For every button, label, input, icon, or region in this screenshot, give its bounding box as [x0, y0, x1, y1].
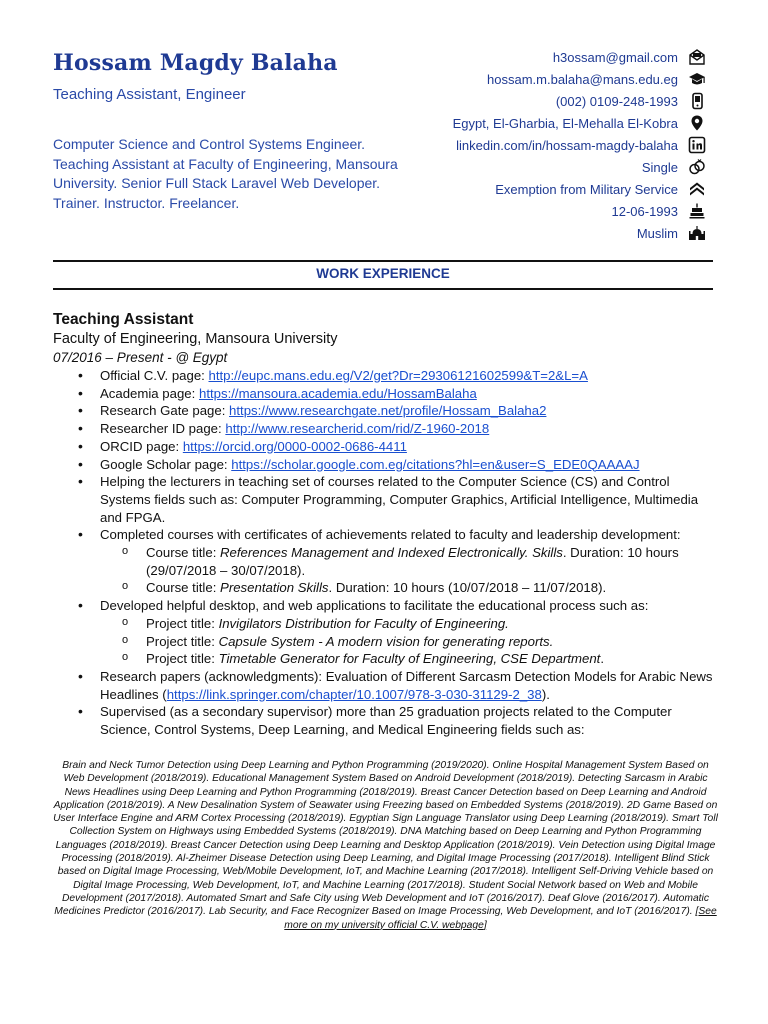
list-item — [53, 456, 718, 474]
contact-military-status-text: Exemption from Military Service — [495, 181, 678, 197]
official-cv-link[interactable]: http://eupc.mans.edu.eg/V2/get?Dr=29306121602599&T=2&L=A — [208, 368, 588, 383]
envelope-icon — [688, 48, 706, 66]
research-papers-item — [53, 668, 718, 703]
course-title: References Management and Indexed Electronically. Skills — [220, 545, 563, 561]
section-divider-top — [53, 260, 713, 262]
graduation-cap-icon — [688, 70, 706, 88]
job-details-list — [53, 367, 718, 739]
list-item — [53, 438, 718, 456]
contact-university-email[interactable] — [376, 68, 706, 90]
supervision-item: • Supervised (as a secondary supervisor) more than 25 graduation projects related to the Computer Science, Control Systems, Deep Learning, and Medical Engineering fields such as: — [53, 703, 718, 738]
project-title: Timetable Generator for Faculty of Engineering, CSE Department — [218, 651, 601, 667]
course-item — [100, 579, 718, 597]
contact-address-text: Egypt, El-Gharbia, El-Mehalla El-Kobra — [452, 115, 678, 131]
contact-email-text: h3ossam@gmail.com — [552, 49, 678, 65]
course-item — [100, 544, 718, 579]
contact-birth-date-text: 12-06-1993 — [611, 203, 678, 219]
courses-sublist — [100, 544, 718, 597]
mosque-icon — [688, 224, 706, 242]
project-end: . — [600, 651, 605, 667]
section-title-work-experience: WORK EXPERIENCE — [316, 266, 450, 281]
contact-phone-text: (002) 0109-248-1993 — [555, 93, 678, 109]
course-title: Presentation Skills — [220, 580, 329, 596]
job-date: 07/2016 – Present - @ Egypt — [53, 350, 228, 365]
graduation-projects-paragraph — [53, 759, 718, 932]
contact-linkedin-text: linkedin.com/in/hossam-magdy-balaha — [456, 137, 678, 153]
contact-linkedin[interactable] — [376, 134, 706, 156]
course-duration: . Duration: 10 hours (10/07/2018 – 11/07/2018). — [328, 580, 607, 596]
courses-item — [53, 526, 718, 597]
applications-intro: Developed helpful desktop, and web applications to facilitate the educational process such as: — [100, 598, 649, 614]
link-label: Research Gate page: — [100, 403, 230, 419]
profile-summary: Computer Science and Control Systems Engineer. Teaching Assistant at Faculty of Engineering, Mansoura University. Senior Full Stack Laravel Web Developer. Trainer. Instructor. Freelancer. — [53, 136, 398, 211]
researchgate-link[interactable]: https://www.researchgate.net/profile/Hossam_Balaha2 — [229, 403, 547, 419]
link-label: ORCID page: — [100, 438, 183, 454]
map-pin-icon — [688, 114, 706, 132]
list-item — [53, 385, 718, 403]
candidate-subtitle: Teaching Assistant, Engineer — [53, 86, 246, 103]
contact-list — [376, 46, 706, 244]
papers-text: Research papers (acknowledgments): Evaluation of Different Sarcasm Detection Models for Arabic News Headlines ( — [100, 668, 713, 702]
project-label: Project title: — [146, 633, 219, 649]
contact-email[interactable] — [376, 46, 706, 68]
rings-icon — [688, 158, 706, 176]
course-label: Course title: — [146, 580, 221, 596]
contact-university-email-text: hossam.m.balaha@mans.edu.eg — [487, 71, 678, 87]
see-more-cv-link[interactable]: [See more on my university official C.V. webpage] — [284, 906, 717, 931]
candidate-name: Hossam Magdy Balaha — [53, 50, 338, 76]
contact-religion-text: Muslim — [636, 225, 678, 241]
project-title: Invigilators Distribution for Faculty of Engineering. — [218, 615, 509, 631]
course-duration: . Duration: 10 hours (29/07/2018 – 30/07/2018). — [146, 545, 679, 578]
job-entry — [53, 310, 718, 739]
applications-item — [53, 597, 718, 668]
chevron-rank-icon — [688, 180, 706, 198]
researcherid-link[interactable]: http://www.researcherid.com/rid/Z-1960-2018 — [225, 421, 490, 437]
section-divider-bottom — [53, 288, 713, 290]
graduation-projects-text: Brain and Neck Tumor Detection using Deep Learning and Python Programming (2019/2020). Online Hospital Management System Based on Web Development (2018/2019). Educational Management System Based on Android Development (2018/2019). Detecting Sarcasm in Arabic News Headlines using Deep Learning and Python Programming (2018/2019). Breast Cancer Detection based on Deep Learning and Android Application (2018/2019). A New Desalination System of Seawater using Freezing based on Embedded Systems (2018/2019). 2D Game Based on User Interface Engine and ARM Cortex Processing (2018/2019). Egyptian Sign Language Translator using Deep Learning (2018/2019). Smart Toll Collection System on Highways using Embedded Systems (2018/2019). DNA Matching based on Deep Learning and Python Programming Languages (2018/2019). Breast Cancer Detection using Deep Learning and Desktop Application (2018/2019). Vein Detection using Digital Image Processing (2018/2019). Al-Zheimer Disease Detection using Deep Learning, and Digital Image Processing (2017/2018). Intelligent Blind Stick based on Digital Image Processing, Web/Mobile Development, IoT, and Machine Learning (2017/2018). Intelligent Self-Driving Vehicle based on Digital Image Processing, Web Development, IoT, and Machine Learning (2017/2018). Student Social Network based on Web and Mobile Development (2017/2018). Automated Smart and Safe City using Web Development and IoT (2016/2017). Deaf Glove (2016/2017). Automatic Medicines Predictor (2016/2017). Lab Security, and Face Recognizer Based on Image Processing, Web Development, and IoT (2016/2017). — [53, 760, 718, 918]
project-item — [100, 615, 718, 633]
job-title: Teaching Assistant — [53, 311, 194, 328]
contact-phone[interactable] — [376, 90, 706, 112]
list-item — [53, 420, 718, 438]
project-title: Capsule System - A modern vision for generating reports. — [218, 633, 554, 649]
project-label: Project title: — [146, 615, 219, 631]
contact-religion — [376, 222, 706, 244]
link-label: Google Scholar page: — [100, 456, 232, 472]
project-item — [100, 650, 718, 668]
contact-address — [376, 112, 706, 134]
orcid-link[interactable]: https://orcid.org/0000-0002-0686-4411 — [182, 438, 407, 454]
google-scholar-link[interactable]: https://scholar.google.com.eg/citations?hl=en&user=S_EDE0QAAAAJ — [231, 456, 640, 472]
job-organization: Faculty of Engineering, Mansoura University — [53, 331, 338, 347]
list-item — [53, 402, 718, 420]
phone-icon — [688, 92, 706, 110]
course-label: Course title: — [146, 545, 221, 561]
link-label: Researcher ID page: — [100, 421, 226, 437]
project-item — [100, 633, 718, 651]
link-label: Official C.V. page: — [100, 368, 209, 383]
contact-marital-status-text: Single — [641, 159, 678, 175]
academia-link[interactable]: https://mansoura.academia.edu/HossamBalaha — [198, 385, 477, 401]
springer-paper-link[interactable]: https://link.springer.com/chapter/10.1007/978-3-030-31129-2_38 — [166, 686, 542, 702]
list-item — [53, 367, 718, 385]
link-label: Academia page: — [100, 385, 199, 401]
courses-intro: Completed courses with certificates of achievements related to faculty and leadership development: — [100, 527, 681, 543]
contact-birth-date — [376, 200, 706, 222]
linkedin-icon — [688, 136, 706, 154]
teaching-duties-item: • Helping the lecturers in teaching set of courses related to the Computer Science (CS) and Control Systems fields such as: Computer Programming, Computer Graphics, Artificial Intelligence, Multimedia and FPGA. — [53, 473, 718, 526]
contact-military-status — [376, 178, 706, 200]
applications-sublist — [100, 615, 718, 668]
project-label: Project title: — [146, 651, 219, 667]
papers-end: ). — [541, 686, 550, 702]
contact-marital-status — [376, 156, 706, 178]
birthday-cake-icon — [688, 202, 706, 220]
